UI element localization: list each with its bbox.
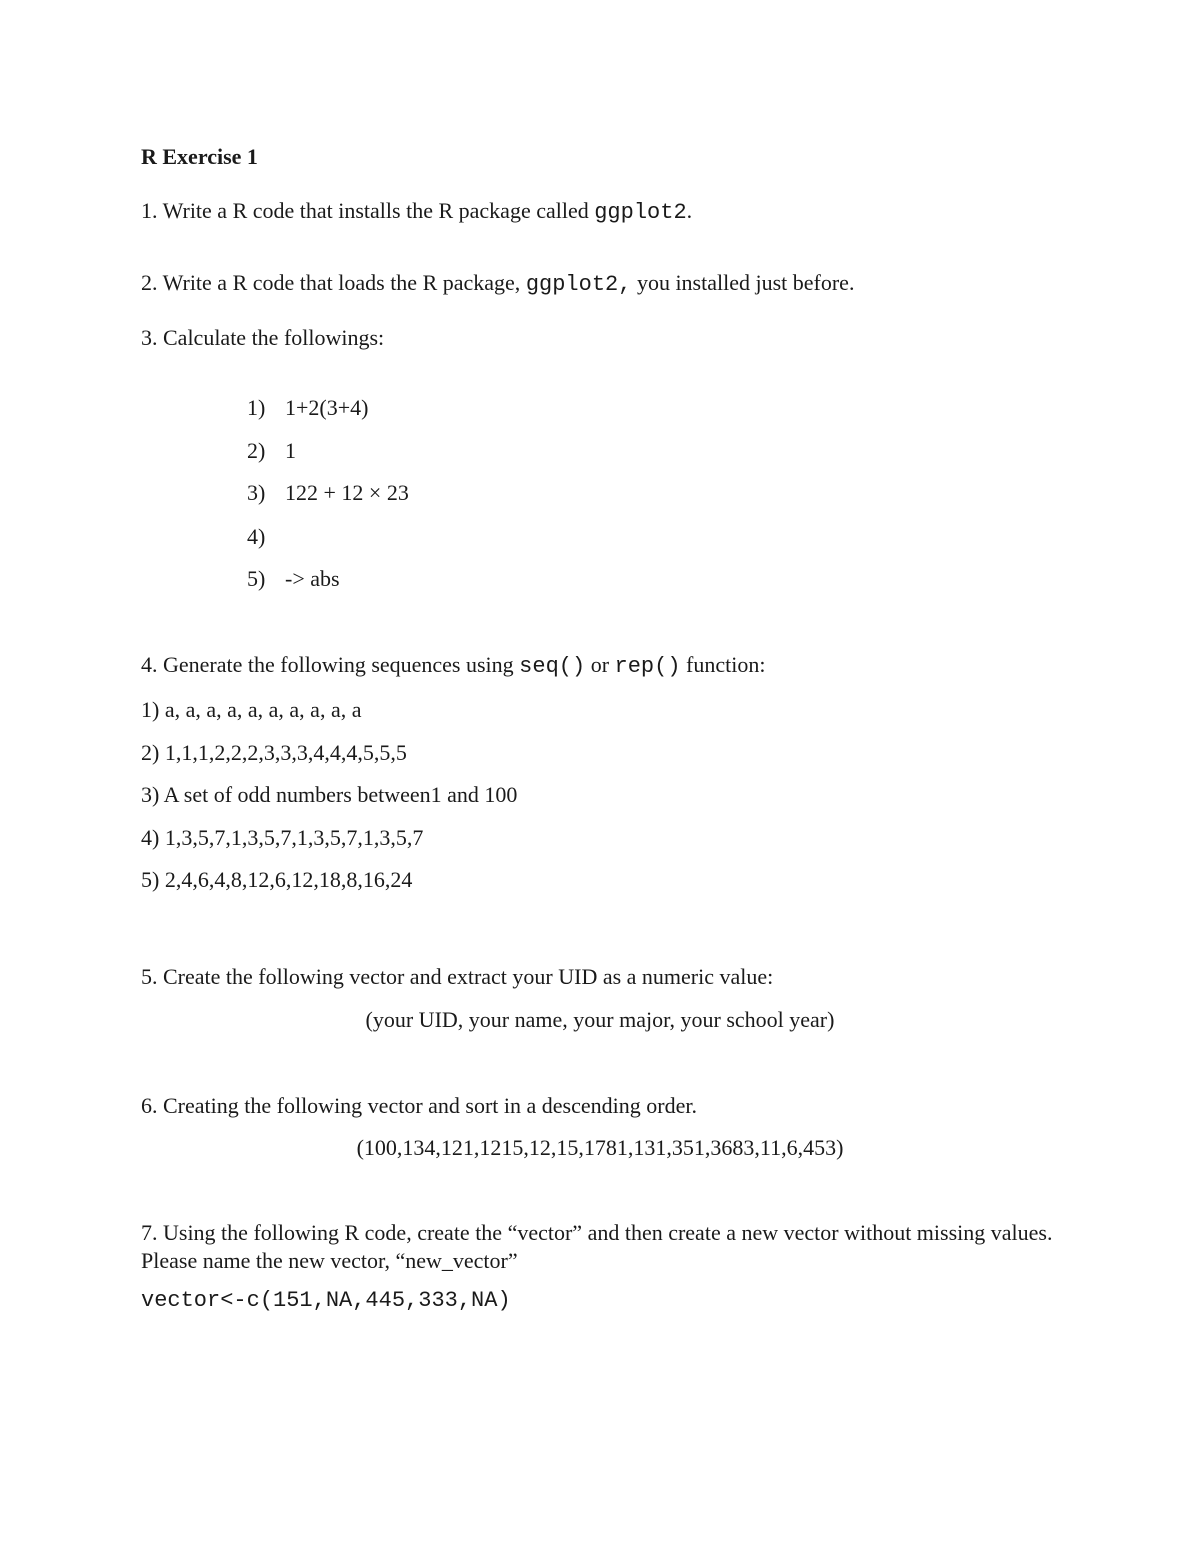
question-4-code-seq: seq() — [519, 654, 586, 679]
question-4-text-end: function: — [680, 652, 766, 677]
question-4-code-rep: rep() — [614, 654, 681, 679]
list-item-text: -> abs — [285, 566, 340, 591]
question-4-text-or: or — [585, 652, 615, 677]
list-item: 2) 1,1,1,2,2,2,3,3,3,4,4,4,5,5,5 — [141, 740, 407, 765]
question-1 — [141, 198, 692, 226]
list-item-number: 2) — [247, 438, 266, 463]
question-2-code: ggplot2, — [525, 272, 632, 297]
question-5: 5. Create the following vector and extract your UID as a numeric value: — [141, 964, 774, 989]
question-6: 6. Creating the following vector and sort in a descending order. — [141, 1093, 697, 1118]
question-1-end: . — [686, 198, 693, 223]
question-6-vector: (100,134,121,1215,12,15,1781,131,351,3683,11,6,453) — [356, 1135, 844, 1160]
list-item — [247, 524, 285, 550]
list-item-text: 1 — [285, 438, 296, 463]
question-3: 3. Calculate the followings: — [141, 325, 385, 350]
question-1-code: ggplot2 — [594, 200, 687, 225]
list-item-number: 5) — [247, 566, 266, 591]
question-5-vector: (your UID, your name, your major, your school year) — [365, 1007, 835, 1032]
list-item: 5) 2,4,6,4,8,12,6,12,18,8,16,24 — [141, 867, 413, 892]
page-title: R Exercise 1 — [141, 144, 258, 169]
list-item-text: 122 + 12 × 23 — [285, 480, 409, 505]
list-item-text: 1+2(3+4) — [285, 395, 369, 420]
list-item-number: 1) — [247, 395, 266, 420]
list-item-number: 3) — [247, 480, 266, 505]
question-2-text: 2. Write a R code that loads the R package, — [141, 270, 526, 295]
list-item: 3) A set of odd numbers between1 and 100 — [141, 782, 518, 807]
code-line: vector<-c(151,NA,445,333,NA) — [141, 1288, 511, 1313]
list-item: 1) a, a, a, a, a, a, a, a, a, a — [141, 697, 362, 722]
list-item: 4) 1,3,5,7,1,3,5,7,1,3,5,7,1,3,5,7 — [141, 825, 424, 850]
question-4-text: 4. Generate the following sequences using — [141, 652, 520, 677]
question-7: 7. Using the following R code, create the “vector” and then create a new vector without missing values. Please name the new vector, “new_vector” — [141, 1220, 1053, 1273]
list-item — [247, 395, 368, 421]
question-1-text: 1. Write a R code that installs the R package called — [141, 198, 595, 223]
question-4 — [141, 652, 765, 680]
list-item-number: 4) — [247, 524, 266, 549]
question-2 — [141, 270, 854, 298]
question-2-end: you installed just before. — [631, 270, 855, 295]
list-item — [247, 566, 340, 592]
list-item — [247, 480, 409, 506]
list-item — [247, 438, 296, 464]
